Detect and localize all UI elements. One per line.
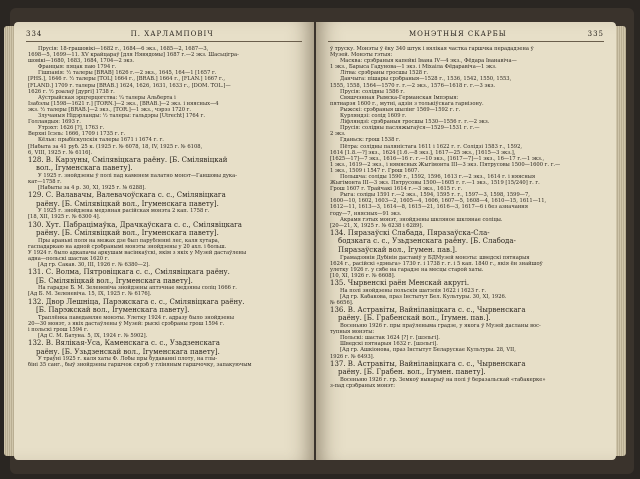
text-line: Прусія: солідны 1586 г. [340,88,405,95]
entry-heading-line: [Б. Смілявіцкай вол., Ігуменскага павету]. [36,276,193,285]
left-page [14,22,314,460]
text-line: Восеньню 1926 г. гр. Земкоў выкарыў на полі ў беразальскай «табакерке» [340,376,546,383]
entry-heading-line: раёну. [Б. Грабенскай вол., Ігумен. пав.]. [338,314,491,323]
text-line: Данчыга: пішары срэбраныя—1528 г., 1536, 1542, 1550, 1553, [340,76,512,83]
text-line: 6, VIII, 1925 г. № 6116]. [28,149,93,156]
text-line: Рыга: соліды 1591 г.—2 экз., 1594, 1595 г. г., 1597—3, 1598, 1599—7, [340,192,530,199]
entry-heading-line: 136. В. Астравіты, Вайнілавіцкага с. с., Чырвенскага [330,305,526,314]
text-line: Гданьск: грош 1538 г. [340,137,401,144]
text-line: [Набыта за 41 руб. 25 к. (1925 г. № 6078, 18, IV, 1925 г. № 6108, [28,143,203,150]
text-line: экз. ½ талеры [BRAB.]—2 экз., [TOR.]—1 экз., чэрэз 1720 г. [28,106,192,113]
text-line: Музей. Монэты гэтыя: [330,52,393,59]
text-line: Злучаныя Нідэрланды: ½ талеры: гальдэры [Utrecht] 1764 г. [38,113,206,120]
text-line: і польскі грош 1594 г. [28,326,89,333]
text-line: Ізабэлы [1598—1621 г.] [TORN.]—2 экз., [BRAB.]—2 экз. і няясных—4 [28,100,219,107]
text-line: Аўстрыйская эрцгерцогства: ¼ талеры Альберта і [38,94,176,101]
text-line: [FLAND.] 1709 г. талеры [BRAB.] 1624, 1626, 1631, 1633 г., [DOM. TOL.]— [28,82,231,89]
entry-heading-line: раёну. [Б. Узьдзенскай вол., Ігуменскага павету]. [36,347,220,356]
text-line: [1625—17]—7 экз., 1616—16 г. г.—10 экз., [1617—7]—1 экз., 16—17 г.—1 экз., [330,155,545,162]
text-line: 1926 г. № 6493]. [330,353,375,360]
text-line: ў труску. Монэты ў ёку 340 штук і вялікая частка гаршчка перададзена ў [330,46,534,52]
text-line: Рыжскі: срэбраныя шылінг 1569—1592 г. г. [340,106,461,113]
text-line: Верхні Ісэль: 1666, 1709 і 1735 г. г. [28,131,126,138]
text-line: гаспадаркаю на адной срэбранымі монэты знойдзены у 20 ахл. і больш. [28,243,227,250]
entry-heading-line: бодзкага с. с., Узьдзенскага раёну. [Б. Слабода- [338,237,516,246]
text-line: 2 экз. [330,131,346,138]
text-line: Масква: срэбраныя капейкі Івана IV—4 экз., Фёдара Іванавіча— [340,58,517,65]
entry-heading-line: раёну. [Б. Грабен. вол., Ігумен. павету]. [338,368,486,377]
left-running-head: П. ХАРЛАМПОВІЧ [130,30,214,38]
text-line: улетку 1926 г. у сябе на гарадзе на месцы старой хаты. [330,266,484,273]
text-line: [Ад Б. М. Зеленевіча. 15, IX, 1925 г. № 6176]. [28,291,152,298]
left-page-text [28,46,300,454]
text-line: Польшча: соліды 1590 г., 1592, 1596, 1613 г.—2 экз., 1614 г. і няясныя [340,173,536,180]
text-line: Шведскі пятнарыя 1632 г. [шэльгі]. [340,341,438,348]
text-line: тупныя монэты: [330,329,375,336]
entry-heading-line: 135. Чырвенскі раён Менскай акругі. [330,278,470,287]
text-line: [20—21, X, 1925 г. № 6238 і 6289]. [330,222,424,229]
text-line: 1 экз., 1509 і 1547 г. Грош 1607. [330,167,420,174]
text-line: 1612—11, 1613—3, 1614—8, 1615—21, 1616—3, 1617—6 і без азначання [330,204,529,211]
text-line: Ліфляндзі: срэбраныя гросшы 1530—1556 г. г.—2 экз. [340,119,490,126]
text-line: Польскі: шастак 1624 [?] г. [шэльгі]. [340,335,440,342]
text-line: кат—1758 г. [28,178,62,185]
text-line: Жыгімонта III—3 экз. Пятрусовы 1500—1605 г. г.—1 экз., 1519 [15/240] г. г. [330,180,540,187]
text-line: Грамадзянін Дубінін даставіў у БДМузей монэты: шведскі пятнарыя [340,254,530,261]
entry-heading-line: 137. В. Астравіты, Вайнілавіцкага с. с., Чырвенскага [330,359,526,368]
text-line: Літва: срэбраны гросшы 1528 г. [340,70,429,77]
right-page-number: 335 [587,30,604,38]
text-line: Пры араньні поля на межах дзе был парубленні лес, каля хутара, [38,237,220,244]
text-line: [Ад гр. Кабакова, праз Інстытут Бел. Культуры. 30, XI, 1926. [340,293,507,300]
entry-heading-line: 128. В. Карзуны, Смілявіцкага раёну. [Б. Смілявіцкай [28,155,228,164]
text-line: [18, XII, 1925 г. № 6300 4]. [28,214,101,221]
text-line: Грош 1607 г. Трайчакі 1614 г.—3 экз., 1615 г. г. [330,186,463,193]
entry-heading-line: 130. Хут. Пабрацімаўка, Драчкаўскага с. с., Смілявіцкага [28,220,242,229]
text-line: Траплёнка паведамляе монэты. Улетку 1924 г. адразу было знойдзены [38,314,234,321]
entry-heading-line: 132. Двор Лешніца, Парэжскага с. с., Смілявіцкага раёну. [28,297,245,306]
text-line: Свяшчэнная Рымска-Германская Імпэрыя: [340,94,459,101]
text-line: Голландыя: 1693 г. [28,119,81,126]
entry-heading-line: 131. С. Волма, Пятровіцкага с. с., Смілявіцкага раёну. [28,268,230,277]
text-line: У 1924 г. было адкапачы аркушам васінкаўскі, якім з якіх у Музей дастаўлены [28,249,247,256]
text-line: 1555, 1558, 1564—1570 г. г.—2 экз., 1576—1618 г. г.—3 экз. [330,82,496,89]
right-page [316,22,616,460]
text-line: году—7, няясных—91 экз. [330,210,402,217]
text-line: У 1925 г. знойдзены ў полі пад каменем палатно монэт—Ганшовы дука- [38,172,237,179]
text-line: 1 экз., Барыса Гадунова—1 экз. і Міхаіла Фёдаравіча—1 экз. [330,64,497,71]
text-line: У траўні 1925 г. каля хаты Ф. Лобы пры будаванні плоту, на глы- [38,356,217,363]
text-line: 1626 г. ½ рэалаў [дургі] 1738 г. [28,88,115,95]
left-running-header [26,28,302,40]
text-line: бінi 35 санг., быў знойдзены гаршчок сярэб у гліняным гаршчочку, запакуючым [28,362,252,369]
entry-heading-line: 134. Пяразаўскі Слабада, Пяразаўска-Сла- [330,228,490,237]
text-line: 1698—5, 1699—11. XV крайцараў [для Нявядомы] 1687 г.—2 экз. Шасьцігра- [28,52,239,59]
left-page-number: 334 [26,30,43,38]
right-running-header [328,28,604,40]
text-line: 1600—10, 1602, 1603—2, 1605—4, 1606, 1607—5, 1608—4, 1610—15, 1611—11, [330,198,547,205]
entry-heading-line: Пяразаўскай вол., Ігумен. пав.]. [338,246,458,254]
text-line: [Ад гр. Сакав. 30, III, 1926 г. № 6380—2]. [38,262,150,269]
text-line: пятнарэя 1600 г., мутні, адзін з толькіўскага гарнізону. [330,100,484,107]
text-line: Францыя: пяцак паю 1794 г. [38,64,117,71]
right-page-text [330,46,602,454]
text-line: Утрэхт: 1626 [?], 1763 г. [38,125,105,132]
text-line: Пётра: солідны паляністага 1611 і 1622 г. г. Солідзі 1583 г., 1592, [340,143,523,150]
entry-heading-line: вол., Ігуменскага павету]. [36,164,133,173]
right-running-head: МОНЭТНЫЯ СКАРБЫ [408,30,507,38]
text-line: Акрамя гэтых монэт, знойдзены шкляное шклянае соліцы. [340,216,503,223]
text-line: 20—30 монэт, з якіх дастаўлены ў Музей: рыскі срэбраны грош 1594 г. [28,320,225,327]
entry-heading-line: 129. С. Валавачы, Валевачоўскага с. с., Смілявіцкага [28,191,226,200]
text-line: [Ад гр. Ашкіонова, праз Інстытут Беларускае Культуры. 28, VII, [340,347,516,354]
text-line: Прусія: солідны пасляжыгаўся—1529—1531 г. г.— [340,125,480,132]
text-line: 1624 г., расійскі «дэньга» 1730 г. і 1738 г. г. і 5 кап. 1840 г., якія ён знайшоў [330,260,543,267]
text-line: [Ад С. М. Батуна. 5, IX, 1924 г. № 5902]. [38,333,148,340]
entry-heading-line: раёну. [Б. Смілявіцкай вол., Ігуменскага павету]. [36,229,219,238]
text-line: Кёльн: прыбіскупскія талеры 1671 і 1674 г. г. [38,137,164,144]
text-line: адна—польскі шастак 1620 г. [28,256,110,262]
text-line: 1 экз., 1619—2 экз., і нямясных Жыгімонта III—3 экз. Пятрусовы 1500—1600 г. г.— [330,161,561,168]
text-line: 1614 [1.8.—?] экз., 1624 [1.6.—8 экз.], 1617—25 экз., [1615—3 экз.], [330,149,516,156]
entry-heading-line: [Б. Парэжскай вол., Ігуменскага павету]. [36,306,190,315]
text-line: Восеньню 1926 г. пры праўленыма градзе, у якога ў Музей дасланы вос- [340,323,541,330]
text-line: [Набыты за 4 р. 30, XI, 1925 г. № 6288]. [38,185,146,192]
text-line: Гішпанія: ½ талеры [BRAB] 1626 г.—2 экз., 1645, 164—1 [1657 г. [38,70,217,77]
text-line: № 6656]. [330,299,354,306]
text-line: Прусія: 18-грашовікі—1682 г., 1684—6 экз., 1685—2, 1687—3, [38,46,209,52]
text-line: [10, XI, 1926 г. № 6608]. [330,272,396,279]
entry-heading-line: 132. В. Вялікая-Уса, Каменскага с. с., Узьдзенскага [28,339,220,348]
text-line: з-пад срэбраных монэт: [330,382,395,389]
text-line: У 1925 г. знойдзена медзяная расійская монэта 2 кап. 1758 г. [38,208,210,215]
text-line: Курляндзі: солід 1609 г. [340,113,407,120]
text-line: На гарадзе Б. М. Зеленевіча знойдзены аптэчнае медзяны соліц 1666 г. [38,285,237,292]
text-line: На полі знойдзены польскія шатэлія 1622 і 1623 г. г. [340,287,487,294]
entry-heading-line: раёну. [Б. Смілявіцкай вол., Ігуменскага павету]. [36,199,219,208]
text-line: шовікі—1680, 1683, 1684, 1704—2 экз. [28,58,135,65]
text-line: [PHS.], 1646 г. ½ талеры [TOL] 1664 г., [BRAB.] 1664 г., [FLAN.] 1667 г., [28,76,226,83]
